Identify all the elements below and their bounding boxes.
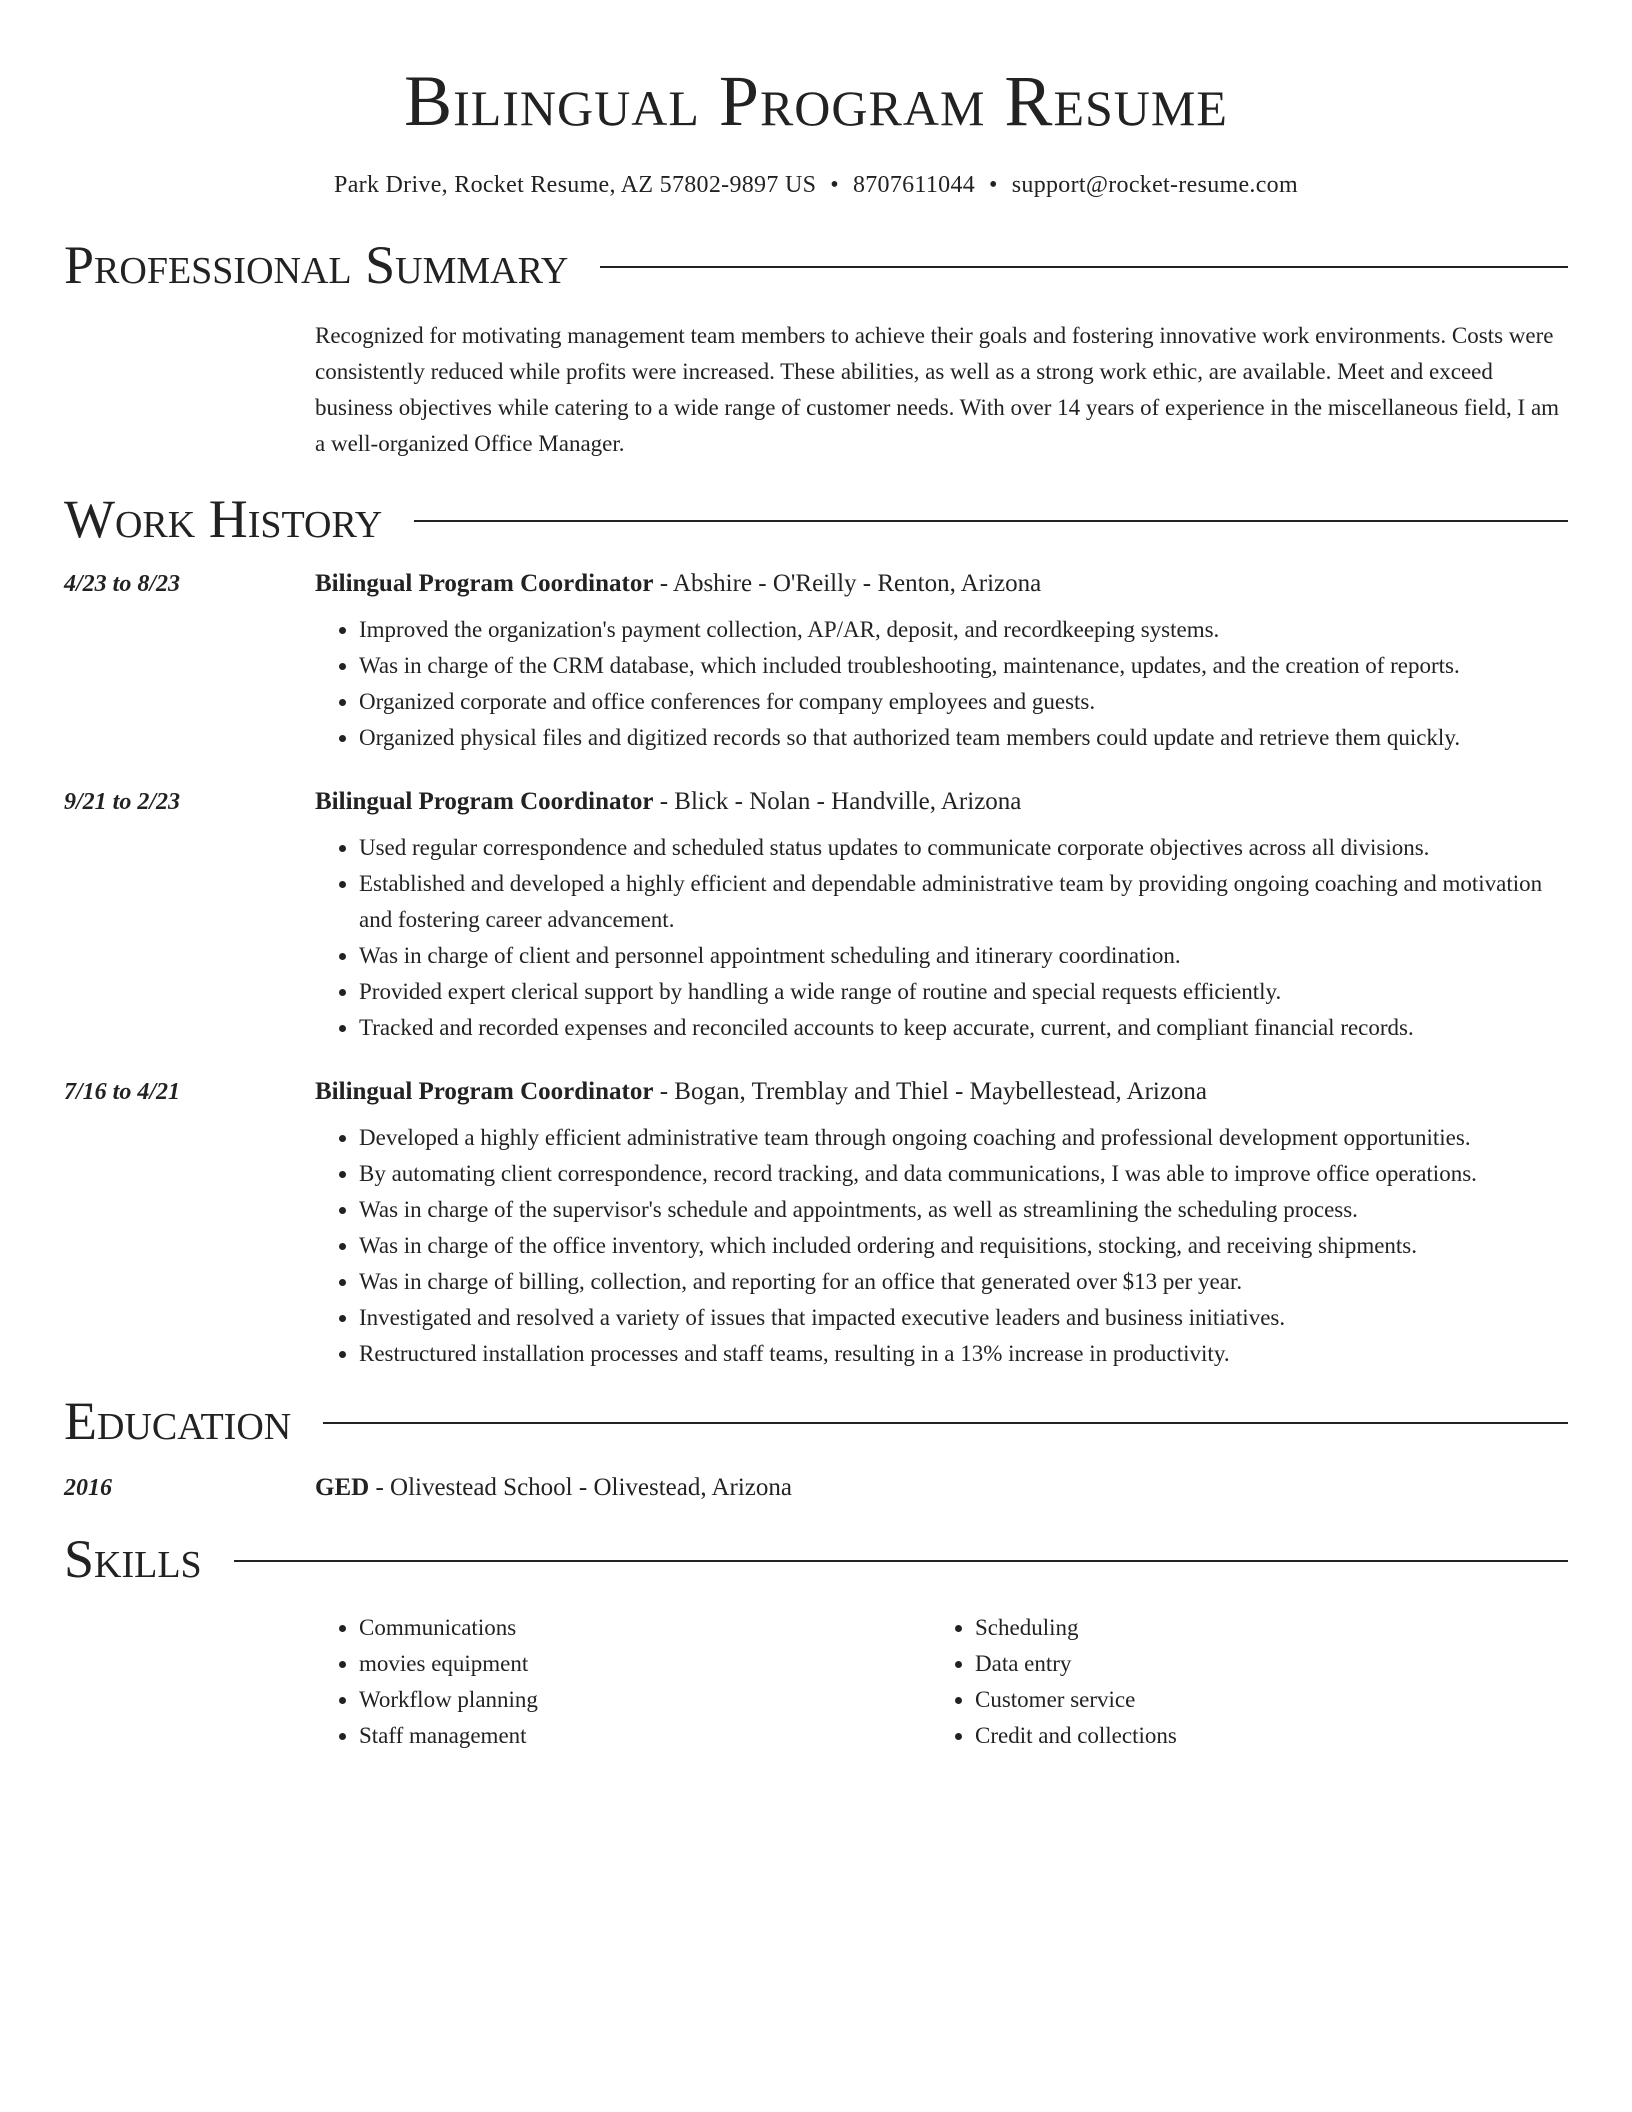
job-entry-header [64,1076,1568,1372]
job-bullet: • Tracked and recorded expenses and reconciled accounts to keep accurate, current, and compliant financial records. [359,1010,1568,1046]
job-bullet: • Organized corporate and office conferences for company employees and guests. [359,684,1568,720]
work-history-list [64,568,1568,1372]
education-entry [64,1472,1568,1504]
skill-item: • Staff management [359,1718,931,1754]
job-dates: 4/23 to 8/23 [64,571,181,597]
work-section-title: Work History [64,489,383,549]
job-bullet: • Was in charge of the office inventory, which included ordering and requisitions, stocking, and receiving shipments. [359,1228,1568,1264]
job-bullet: • Was in charge of the CRM database, which included troubleshooting, maintenance, updates, and the creation of reports. [359,648,1568,684]
job-role: Bilingual Program Coordinator [315,788,654,815]
job-bullet: • Was in charge of billing, collection, and reporting for an office that generated over $13 per year. [359,1264,1568,1300]
job-heading [315,568,1568,600]
job-bullet: • Provided expert clerical support by handling a wide range of routine and special requests efficiently. [359,974,1568,1010]
contact-address: Park Drive, Rocket Resume, AZ 57802-9897 US [334,172,817,198]
job-bullet: • Established and developed a highly efficient and dependable administrative team by providing ongoing coaching and motivation and fostering career advancement. [359,866,1568,938]
job-details: - Bogan, Tremblay and Thiel - Maybellestead, Arizona [653,1078,1208,1105]
job-entry-header [64,568,1568,756]
job-dates: 9/21 to 2/23 [64,789,181,815]
skill-item: • movies equipment [359,1646,931,1682]
contact-line [64,170,1568,200]
job-details: - Blick - Nolan - Handville, Arizona [653,788,1022,815]
contact-phone: 8707611044 [852,172,976,198]
job-details: - Abshire - O'Reilly - Renton, Arizona [653,570,1042,597]
job-entry [64,1076,1568,1372]
skills-column-left [315,1610,931,1754]
section-divider [414,520,1568,522]
skill-item: • Communications [359,1610,931,1646]
contact-separator: • [830,172,839,198]
skill-item: • Data entry [975,1646,1547,1682]
job-entry [64,568,1568,756]
job-bullet: • Used regular correspondence and scheduled status updates to communicate corporate objectives across all divisions. [359,830,1568,866]
job-heading [315,1076,1568,1108]
section-divider [323,1422,1568,1424]
job-bullet: • Was in charge of the supervisor's schedule and appointments, as well as streamlining the scheduling process. [359,1192,1568,1228]
job-main [315,786,1568,1046]
job-bullet: • Organized physical files and digitized records so that authorized team members could update and retrieve them quickly. [359,720,1568,756]
job-bullet: • By automating client correspondence, record tracking, and data communications, I was able to improve office operations. [359,1156,1568,1192]
contact-separator: • [989,172,998,198]
section-divider [234,1560,1568,1562]
skills-column-right [931,1610,1547,1754]
summary-section-title: Professional Summary [64,235,569,295]
education-section-title: Education [64,1391,292,1451]
job-role: Bilingual Program Coordinator [315,570,654,597]
job-heading [315,786,1568,818]
skill-item: • Customer service [975,1682,1547,1718]
education-heading [315,1472,1568,1504]
job-main [315,1076,1568,1372]
contact-email: support@rocket-resume.com [1011,172,1298,198]
summary-section-header [64,234,1568,296]
education-degree: GED [315,1474,370,1501]
job-entry-header [64,786,1568,1046]
skill-item: • Scheduling [975,1610,1547,1646]
work-section-header [64,488,1568,550]
skill-item: • Credit and collections [975,1718,1547,1754]
job-main [315,568,1568,756]
resume-name: Bilingual Program Resume [404,61,1228,141]
job-bullets [315,830,1568,1046]
job-bullet: • Improved the organization's payment collection, AP/AR, deposit, and recordkeeping systems. [359,612,1568,648]
skill-item: • Workflow planning [359,1682,931,1718]
education-section-header [64,1390,1568,1452]
skills-section-title: Skills [64,1529,202,1589]
education-year: 2016 [64,1475,112,1501]
education-details: - Olivestead School - Olivestead, Arizona [369,1474,792,1501]
job-bullet: • Investigated and resolved a variety of issues that impacted executive leaders and business initiatives. [359,1300,1568,1336]
job-entry [64,786,1568,1046]
skills-list [315,1610,1568,1754]
job-role: Bilingual Program Coordinator [315,1078,654,1105]
job-dates: 7/16 to 4/21 [64,1079,181,1105]
job-bullet: • Developed a highly efficient administrative team through ongoing coaching and professional development opportunities. [359,1120,1568,1156]
summary-text: Recognized for motivating management team members to achieve their goals and fostering innovative work environments. Costs were consistently reduced while profits were increased. These abilities, as well as a strong work ethic, are available. Meet and exceed business objectives while catering to a wide range of customer needs. With over 14 years of experience in the miscellaneous field, I am a well-organized Office Manager. [315,323,1560,456]
skills-section-header [64,1528,1568,1590]
job-bullet: • Restructured installation processes and staff teams, resulting in a 13% increase in productivity. [359,1336,1568,1372]
job-bullet: • Was in charge of client and personnel appointment scheduling and itinerary coordination. [359,938,1568,974]
section-divider [600,266,1568,268]
job-bullets [315,1120,1568,1372]
job-bullets [315,612,1568,756]
